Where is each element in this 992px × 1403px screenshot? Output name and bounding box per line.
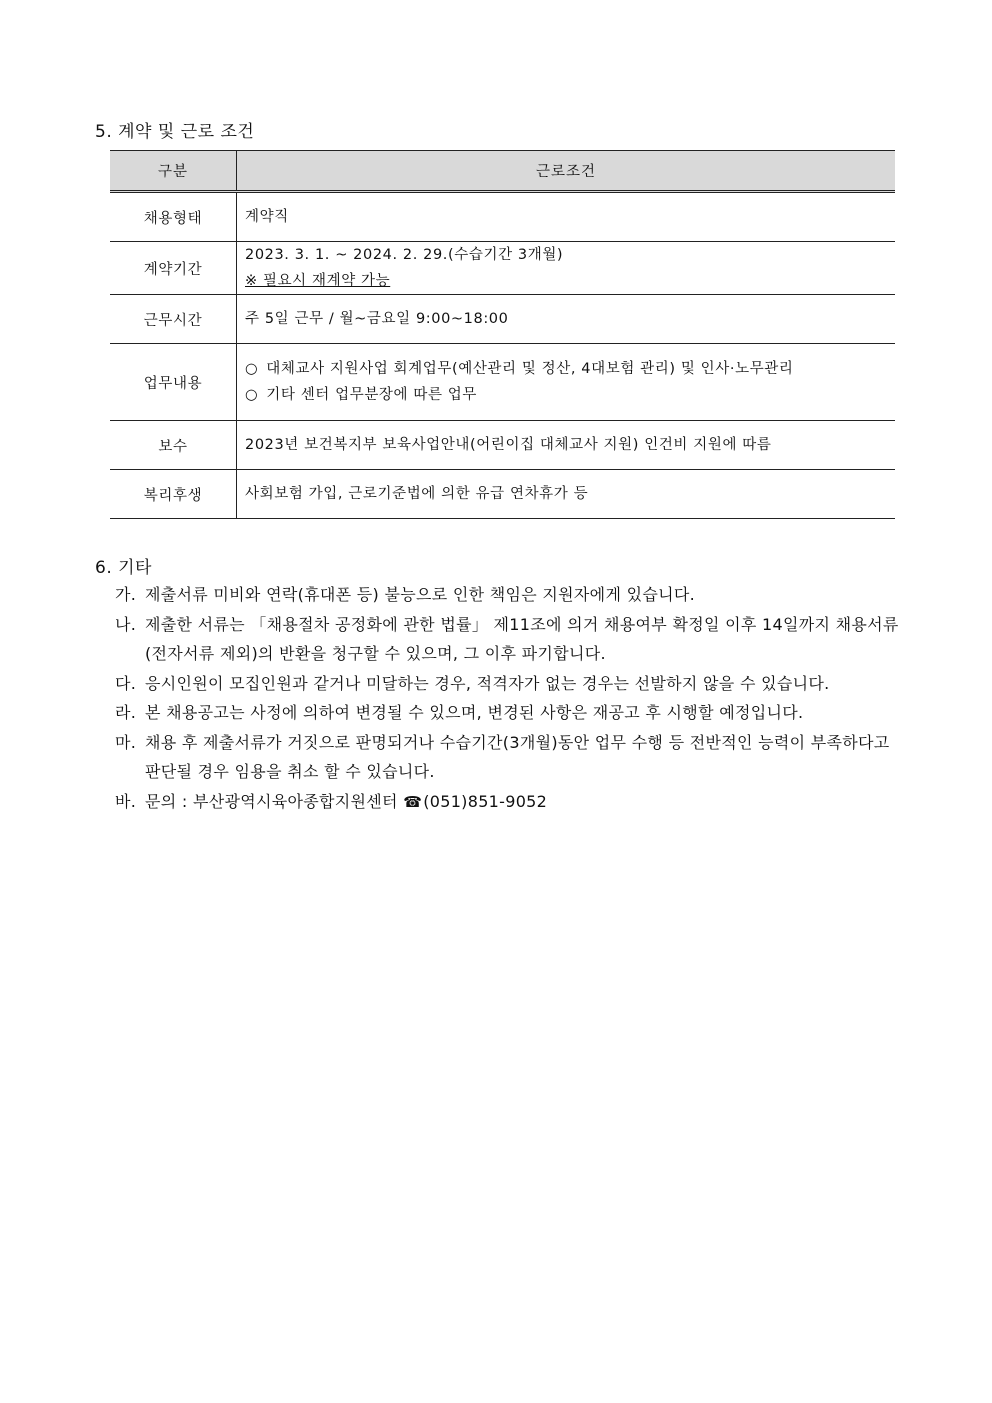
row-label: 복리후생 xyxy=(110,470,237,519)
section-5-title: 5. 계약 및 근로 조건 xyxy=(95,122,255,142)
item-marker: 다. xyxy=(115,673,137,693)
circle-bullet-icon: ○ xyxy=(245,361,259,377)
table-row-contract-period xyxy=(110,242,895,295)
circle-bullet-icon: ○ xyxy=(245,387,259,403)
work-conditions-table xyxy=(110,150,895,519)
duty-item xyxy=(245,382,887,408)
item-marker: 라. xyxy=(115,703,137,722)
row-value xyxy=(237,421,896,470)
list-item xyxy=(115,728,900,787)
row-label: 채용형태 xyxy=(110,192,237,242)
renewal-note: ※ 필요시 재계약 가능 xyxy=(245,273,391,289)
row-value-line: 계약직 xyxy=(245,209,289,225)
item-marker: 바. xyxy=(115,791,137,811)
duty-item xyxy=(245,356,887,382)
header-category: 구분 xyxy=(110,151,237,192)
list-item xyxy=(115,669,900,699)
item-text: 본 채용공고는 사정에 의하여 변경될 수 있으며, 변경된 사항은 재공고 후 시행할 예정입니다. xyxy=(145,703,804,722)
row-value xyxy=(237,344,896,421)
row-value xyxy=(237,242,896,295)
contact-text: 문의 : 부산광역시육아종합지원센터 xyxy=(145,791,398,811)
row-value-line: 2023년 보건복지부 보육사업안내(어린이집 대체교사 지원) 인건비 지원에 따름 xyxy=(245,437,772,453)
row-value xyxy=(237,192,896,242)
table-row-benefits xyxy=(110,470,895,519)
item-text: 제출서류 미비와 연락(휴대폰 등) 불능으로 인한 책임은 지원자에게 있습니다. xyxy=(145,585,695,604)
item-text: 채용 후 제출서류가 거짓으로 판명되거나 수습기간(3개월)동안 업무 수행 등 전반적인 능력이 부족하다고 판단될 경우 임용을 취소 할 수 있습니다. xyxy=(145,732,890,781)
list-item xyxy=(115,787,900,818)
table-row-employment-type xyxy=(110,192,895,242)
row-value-line: 주 5일 근무 / 월~금요일 9:00~18:00 xyxy=(245,311,509,327)
header-conditions: 근로조건 xyxy=(237,151,896,192)
row-value-line: 사회보험 가입, 근로기준법에 의한 유급 연차휴가 등 xyxy=(245,486,589,502)
table-row-work-hours xyxy=(110,295,895,344)
row-label: 보수 xyxy=(110,421,237,470)
row-value xyxy=(237,470,896,519)
duty-text: 기타 센터 업무분장에 따른 업무 xyxy=(266,387,477,403)
list-item xyxy=(115,580,900,610)
table-header-row xyxy=(110,151,895,192)
contact-phone: (051)851-9052 xyxy=(423,791,548,811)
row-value-line: 2023. 3. 1. ~ 2024. 2. 29.(수습기간 3개월) xyxy=(245,247,564,263)
notes-list xyxy=(115,580,900,817)
phone-icon: ☎ xyxy=(403,792,423,811)
item-text: 응시인원이 모집인원과 같거나 미달하는 경우, 적격자가 없는 경우는 선발하지 않을 수 있습니다. xyxy=(145,673,830,693)
row-value xyxy=(237,295,896,344)
item-text: 제출한 서류는 「채용절차 공정화에 관한 법률」 제11조에 의거 채용여부 확정일 이후 14일까지 채용서류(전자서류 제외)의 반환을 청구할 수 있으며, 그 이후 파기합니다. xyxy=(145,614,899,663)
list-item xyxy=(115,698,900,728)
item-marker: 마. xyxy=(115,732,137,752)
table-row-job-duties xyxy=(110,344,895,421)
section-6-title: 6. 기타 xyxy=(95,558,152,578)
row-label: 업무내용 xyxy=(110,344,237,421)
duty-text: 대체교사 지원사업 회계업무(예산관리 및 정산, 4대보험 관리) 및 인사·노무관리 xyxy=(266,361,794,377)
list-item xyxy=(115,610,900,669)
row-label: 근무시간 xyxy=(110,295,237,344)
item-marker: 나. xyxy=(115,614,137,634)
table-row-salary xyxy=(110,421,895,470)
row-label: 계약기간 xyxy=(110,242,237,295)
item-marker: 가. xyxy=(115,585,137,604)
